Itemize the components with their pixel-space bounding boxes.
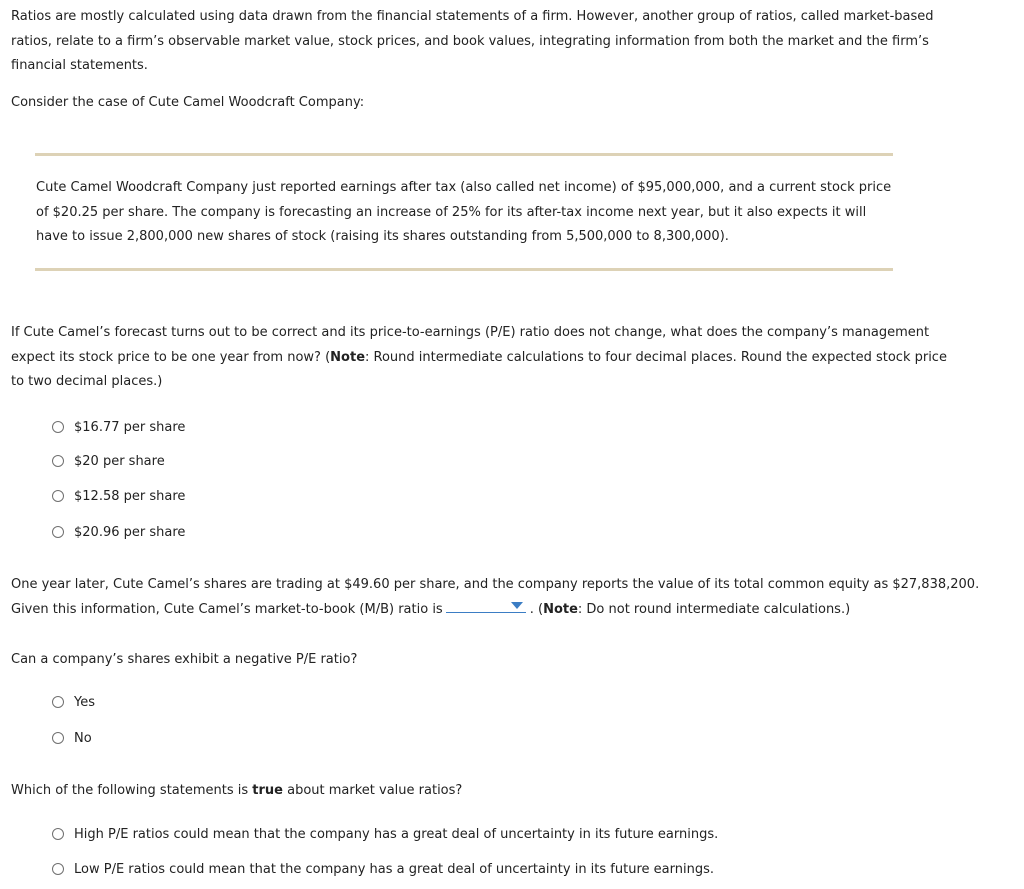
consider-line: Consider the case of Cute Camel Woodcraft Company: <box>11 95 365 110</box>
case-description: Cute Camel Woodcraft Company just reported earnings after tax (also called net income) of $95,000,000, and a current stock price of $20.25 per share. The company is forecasting an increase of 25% for its after-tax income next year, but it also expects it will have to issue 2,800,000 new shares of stock (raising its shares outstanding from 5,500,000 to 8,300,000). <box>36 180 892 244</box>
radio-button[interactable] <box>52 732 64 744</box>
q1-option-3-label: $12.58 per share <box>74 488 186 504</box>
q4-option-2-label: Low P/E ratios could mean that the company has a great deal of uncertainty in its future earnings. <box>74 861 714 877</box>
question-4-text: Which of the following statements is true about market value ratios? <box>11 783 463 798</box>
q4-option-2[interactable] <box>52 860 714 878</box>
q1-option-3[interactable] <box>52 487 185 505</box>
q3-option-no-label: No <box>74 730 92 746</box>
q3-option-yes-label: Yes <box>74 694 95 710</box>
q4-option-1-label: High P/E ratios could mean that the company has a great deal of uncertainty in its future earnings. <box>74 826 719 842</box>
question-2-text: One year later, Cute Camel’s shares are trading at $49.60 per share, and the company reports the value of its total common equity as $27,838,200. Given this information, Cute Camel’s market-to-book (M/B) ratio is . (Note: Do not round intermediate calculations.) <box>11 577 980 617</box>
radio-button[interactable] <box>52 490 64 502</box>
case-box-top-rule <box>35 153 893 156</box>
true-label: true <box>252 783 283 798</box>
radio-button[interactable] <box>52 526 64 538</box>
intro-paragraph: Ratios are mostly calculated using data drawn from the financial statements of a firm. However, another group of ratios, called market-based ratios, relate to a firm’s observable market value, stock prices, and book values, integrating information from both the market and the firm’s financial statements. <box>11 9 934 73</box>
q1-option-2[interactable] <box>52 452 165 470</box>
question-1-text: If Cute Camel’s forecast turns out to be correct and its price-to-earnings (P/E) ratio does not change, what does the company’s management expect its stock price to be one year from now? (Note: Round intermediate calculations to four decimal places. Round the expected stock price to two decimal places.) <box>11 325 947 389</box>
q3-option-no[interactable] <box>52 729 92 747</box>
note-label: Note <box>330 349 366 365</box>
q4-option-1[interactable] <box>52 825 718 843</box>
radio-button[interactable] <box>52 828 64 840</box>
radio-button[interactable] <box>52 863 64 875</box>
q1-option-1-label: $16.77 per share <box>74 419 186 435</box>
question-3-text: Can a company’s shares exhibit a negative P/E ratio? <box>11 652 358 667</box>
case-box-bottom-rule <box>35 268 893 271</box>
q1-option-4[interactable] <box>52 523 185 541</box>
radio-button[interactable] <box>52 421 64 433</box>
q1-option-4-label: $20.96 per share <box>74 524 186 540</box>
q1-option-1[interactable] <box>52 418 185 436</box>
q1-option-2-label: $20 per share <box>74 453 165 469</box>
chevron-down-icon[interactable] <box>511 602 523 609</box>
q3-option-yes[interactable] <box>52 693 95 711</box>
radio-button[interactable] <box>52 696 64 708</box>
radio-button[interactable] <box>52 455 64 467</box>
mb-ratio-dropdown[interactable] <box>446 599 526 613</box>
